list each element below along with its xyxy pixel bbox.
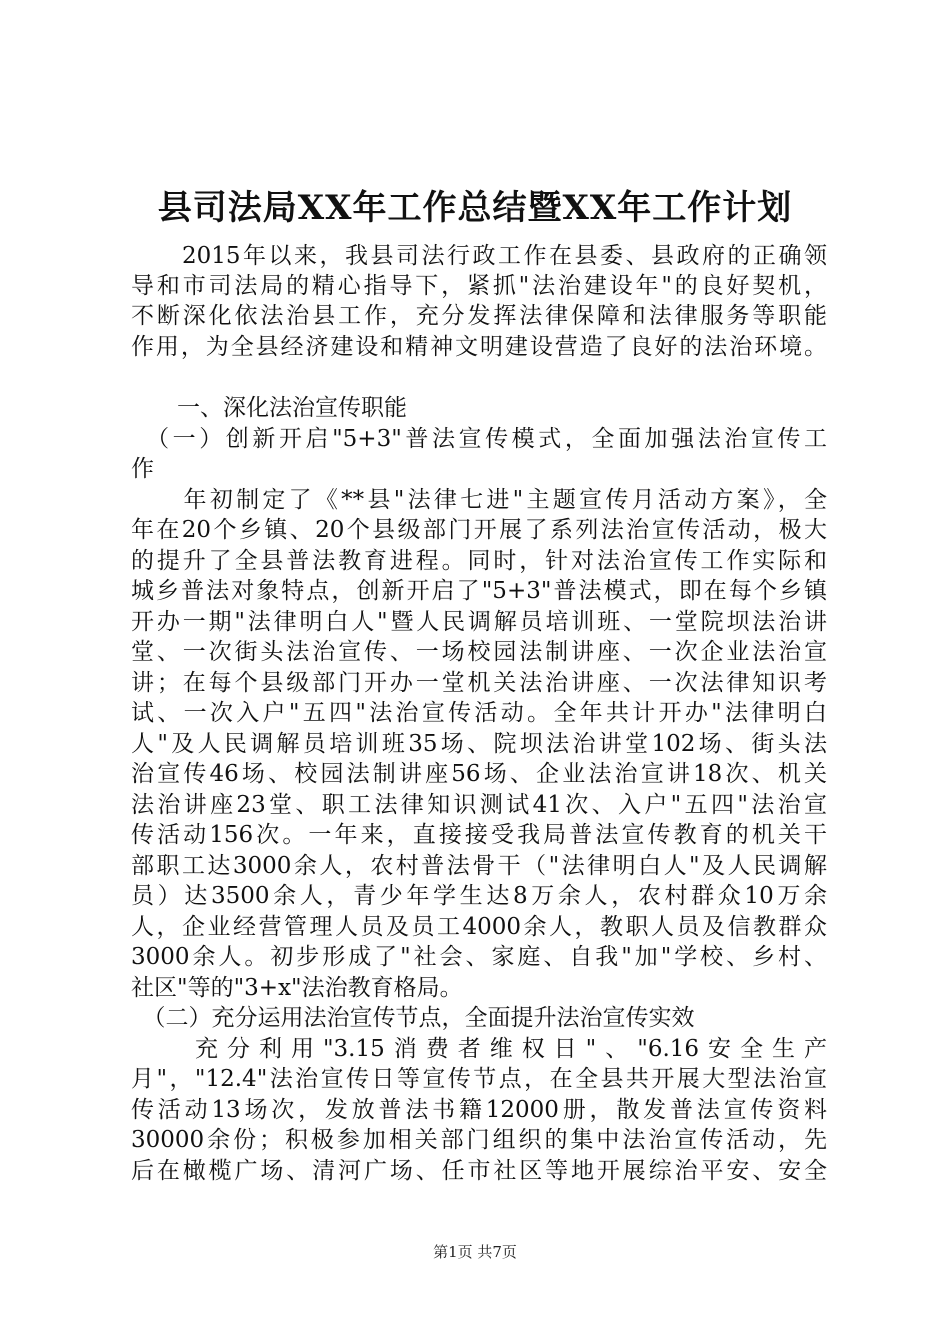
body-line: 3000余人。初步形成了"社会、家庭、自我"加"学校、乡村、 xyxy=(131,944,827,970)
body-line: 堂、一次街头法治宣传、一场校园法制讲座、一次企业法治宣 xyxy=(131,639,827,665)
body-line: 传活动156次。一年来，直接接受我局普法宣传教育的机关干 xyxy=(131,822,827,848)
body-line: 月"，"12.4"法治宣传日等宣传节点，在全县共开展大型法治宣 xyxy=(131,1066,827,1092)
body-line: 传活动13场次，发放普法书籍12000册，散发普法宣传资料 xyxy=(131,1097,827,1123)
body-line: 讲；在每个县级部门开办一堂机关法治讲座、一次法律知识考 xyxy=(131,670,827,696)
subsection-heading-cont: 作 xyxy=(131,456,154,482)
body-line: 导和市司法局的精心指导下，紧抓"法治建设年"的良好契机， xyxy=(131,273,827,299)
body-line: 员）达3500余人，青少年学生达8万余人，农村群众10万余 xyxy=(131,883,827,909)
body-line: 充分利用"3.15消费者维权日"、"6.16安全生产 xyxy=(131,1036,827,1062)
body-line: 年在20个乡镇、20个县级部门开展了系列法治宣传活动，极大 xyxy=(131,517,827,543)
body-line: 人，企业经营管理人员及员工4000余人，教职人员及信教群众 xyxy=(131,914,827,940)
body-line: 部职工达3000余人，农村普法骨干（"法律明白人"及人民调解 xyxy=(131,853,827,879)
body-line: 城乡普法对象特点，创新开启了"5+3"普法模式，即在每个乡镇 xyxy=(131,578,827,604)
body-line: 人"及人民调解员培训班35场、院坝法治讲堂102场、街头法 xyxy=(131,731,827,757)
body-line: 作用，为全县经济建设和精神文明建设营造了良好的法治环境。 xyxy=(131,334,827,360)
section-heading: 一、深化法治宣传职能 xyxy=(131,395,407,421)
body-line: 2015年以来，我县司法行政工作在县委、县政府的正确领 xyxy=(131,243,827,269)
body-line: 法治讲座23堂、职工法律知识测试41次、入户"五四"法治宣 xyxy=(131,792,827,818)
document-title: 县司法局XX年工作总结暨XX年工作计划 xyxy=(157,188,793,228)
body-line: 社区"等的"3+x"法治教育格局。 xyxy=(131,975,463,1001)
body-line: 开办一期"法律明白人"暨人民调解员培训班、一堂院坝法治讲 xyxy=(131,609,827,635)
body-line: 年初制定了《**县"法律七进"主题宣传月活动方案》，全 xyxy=(131,487,827,513)
subsection-heading: （二）充分运用法治宣传节点，全面提升法治宣传实效 xyxy=(131,1005,695,1031)
body-line: 不断深化依法治县工作，充分发挥法律保障和法律服务等职能 xyxy=(131,303,827,329)
body-line: 30000余份；积极参加相关部门组织的集中法治宣传活动，先 xyxy=(131,1127,827,1153)
body-line: 后在橄榄广场、清河广场、任市社区等地开展综治平安、安全 xyxy=(131,1158,827,1184)
body-line: 试、一次入户"五四"法治宣传活动。全年共计开办"法律明白 xyxy=(131,700,827,726)
subsection-heading: （一）创新开启"5+3"普法宣传模式，全面加强法治宣传工 xyxy=(131,426,827,452)
body-line: 的提升了全县普法教育进程。同时，针对法治宣传工作实际和 xyxy=(131,548,827,574)
body-line: 治宣传46场、校园法制讲座56场、企业法治宣讲18次、机关 xyxy=(131,761,827,787)
page-number-footer: 第1页 共7页 xyxy=(433,1243,517,1261)
